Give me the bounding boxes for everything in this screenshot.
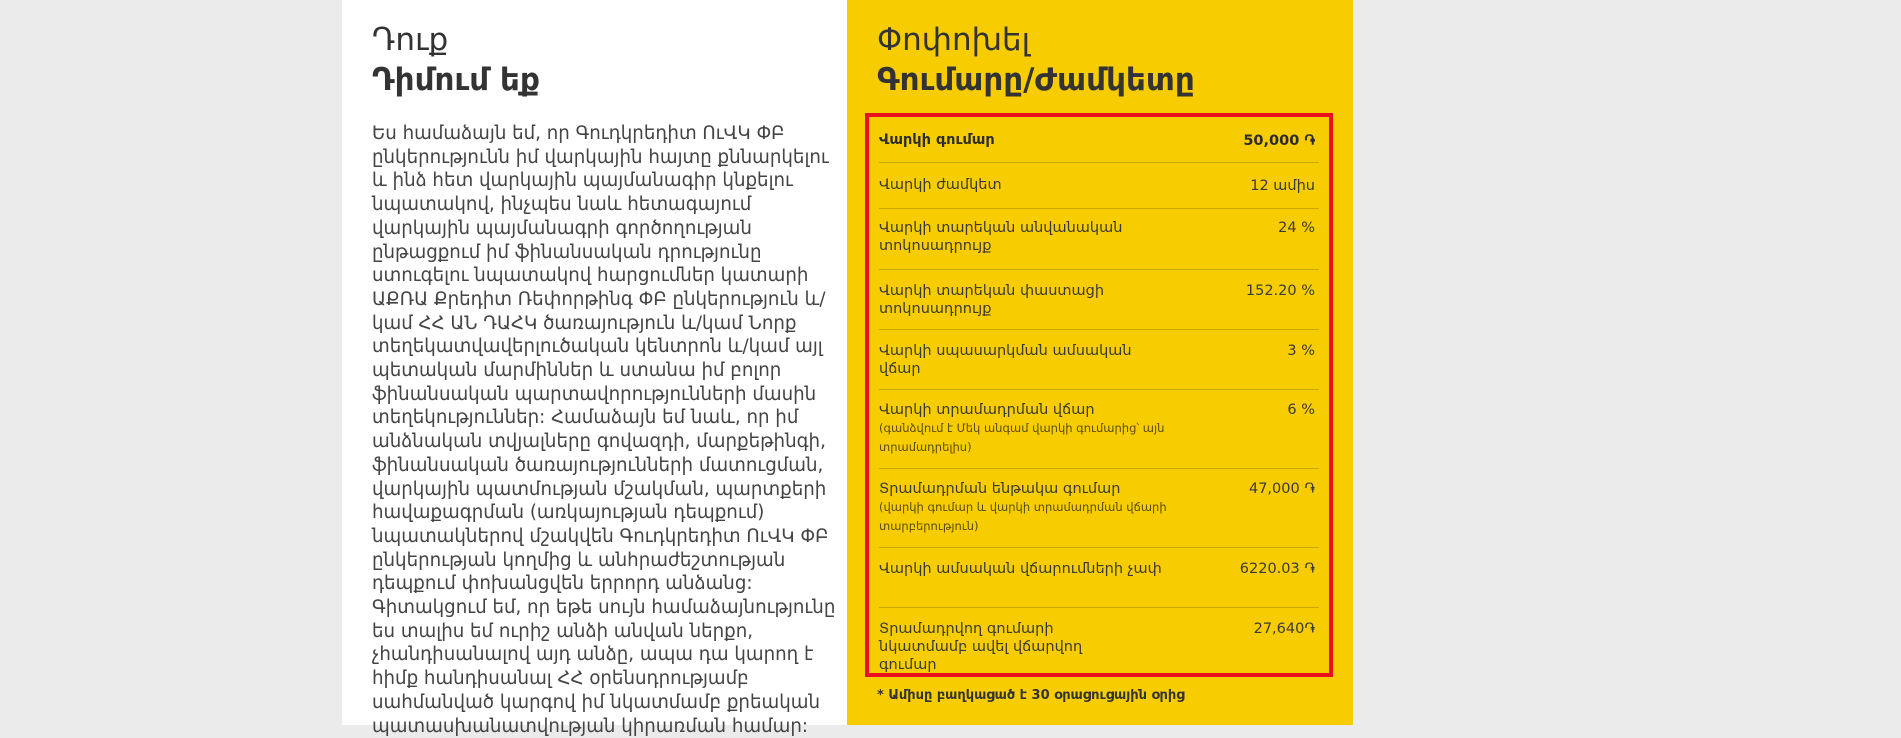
row-value: 50,000 ֏ bbox=[1243, 133, 1315, 149]
row-label: Վարկի տարեկան փաստացի տոկոսադրույք bbox=[879, 283, 1105, 317]
row-disbursed-amount bbox=[879, 469, 1319, 548]
row-value: 6 % bbox=[1287, 402, 1315, 418]
row-label: Տրամադրման ենթակա գումար bbox=[879, 481, 1121, 497]
consent-text: Ես համաձայն եմ, որ Գուդկրեդիտ ՈւՎԿ ՓԲ ընկերությունն իմ վարկային հայտը քննարկելու և ինձ հետ վարկային պայմանագիր կնքելու նպատակով, ինչպես նաև հետագայում վարկային պայմանագրի գործողության ընթացքում իմ ֆինանսական դրությունը ստուգելու նպատակով հարցումներ կատարի ԱՔՌԱ Քրեդիտ Ռեփորթինգ ՓԲ ընկերություն և/կամ ՀՀ ԱՆ ԴԱՀԿ ծառայություն և/կամ Նորք տեղեկատվավերլուծական կենտրոն և/կամ այլ պետական մարմիններ և ստանա իմ բոլոր ֆինանսական պարտավորությունների մասին տեղեկություններ: Համաձայն եմ նաև, որ իմ անձնական տվյալները գովազդի, մարքեթինգի, ֆինանսական ծառայությունների մատուցման, վարկային պատմության մշակման, պարտքերի հավաքագրման (առկայության դեպքում) նպատակներով մշակվեն Գուդկրեդիտ ՈւՎԿ ՓԲ ընկերության կողմից և անհրաժեշտության դեպքում փոխանցվեն երրորդ անձանց: Գիտակցում եմ, որ եթե սույն համաձայնությունը ես տալիս եմ ուրիշ անձի անվան ներքո, չհանդիսանալով այդ անձը, ապա դա կարող է հիմք հանդիսանալ ՀՀ օրենսդրությամբ սահմանված կարգով իմ նկատմամբ քրեական պատասխանատվության կիրառման համար: bbox=[372, 123, 836, 737]
row-provision-fee bbox=[879, 390, 1319, 469]
heading-change: Փոփոխել bbox=[877, 22, 1031, 58]
row-note: (գանձվում է Մեկ անգամ վարկի գումարից՝ այն տրամադրելիս) bbox=[879, 421, 1165, 454]
applicant-heading bbox=[372, 20, 540, 100]
row-label: Վարկի տրամադրման վճար bbox=[879, 402, 1095, 418]
row-value: 27,640֏ bbox=[1253, 621, 1315, 637]
consent-panel bbox=[342, 0, 847, 737]
row-value: 12 ամիս bbox=[1250, 178, 1315, 194]
change-amount-heading[interactable] bbox=[877, 20, 1195, 100]
loan-details-table bbox=[865, 113, 1333, 677]
row-label: Վարկի տարեկան անվանական տոկոսադրույք bbox=[879, 220, 1123, 254]
heading-you: Դուք bbox=[372, 22, 449, 58]
row-value: 24 % bbox=[1278, 220, 1315, 236]
month-footnote: * Ամիսը բաղկացած է 30 օրացուցային օրից bbox=[877, 688, 1185, 703]
row-label: Վարկի ժամկետ bbox=[879, 177, 1002, 193]
row-loan-amount bbox=[879, 117, 1319, 163]
row-value: 3 % bbox=[1287, 343, 1315, 359]
row-nominal-rate bbox=[879, 209, 1319, 270]
row-note: (վարկի գումար և վարկի տրամադրման վճարի տարբերություն) bbox=[879, 500, 1167, 533]
row-label: Տրամադրվող գումարի նկատմամբ ավել վճարվող գումար bbox=[879, 621, 1083, 673]
row-effective-rate bbox=[879, 270, 1319, 330]
row-value: 6220.03 ֏ bbox=[1239, 561, 1315, 577]
row-label: Վարկի ամսական վճարումների չափ bbox=[879, 561, 1162, 577]
row-loan-term bbox=[879, 163, 1319, 209]
heading-applying: Դիմում եք bbox=[372, 62, 540, 98]
heading-amount-term: Գումարը/Ժամկետը bbox=[877, 62, 1195, 98]
loan-summary-panel bbox=[847, 0, 1353, 725]
row-overpayment bbox=[879, 608, 1319, 674]
row-label: Վարկի սպասարկման ամսական վճար bbox=[879, 343, 1132, 377]
row-service-fee bbox=[879, 330, 1319, 390]
row-value: 152.20 % bbox=[1245, 283, 1315, 299]
row-value: 47,000 ֏ bbox=[1248, 481, 1315, 497]
row-monthly-payment bbox=[879, 548, 1319, 608]
row-label: Վարկի գումար bbox=[879, 132, 995, 148]
